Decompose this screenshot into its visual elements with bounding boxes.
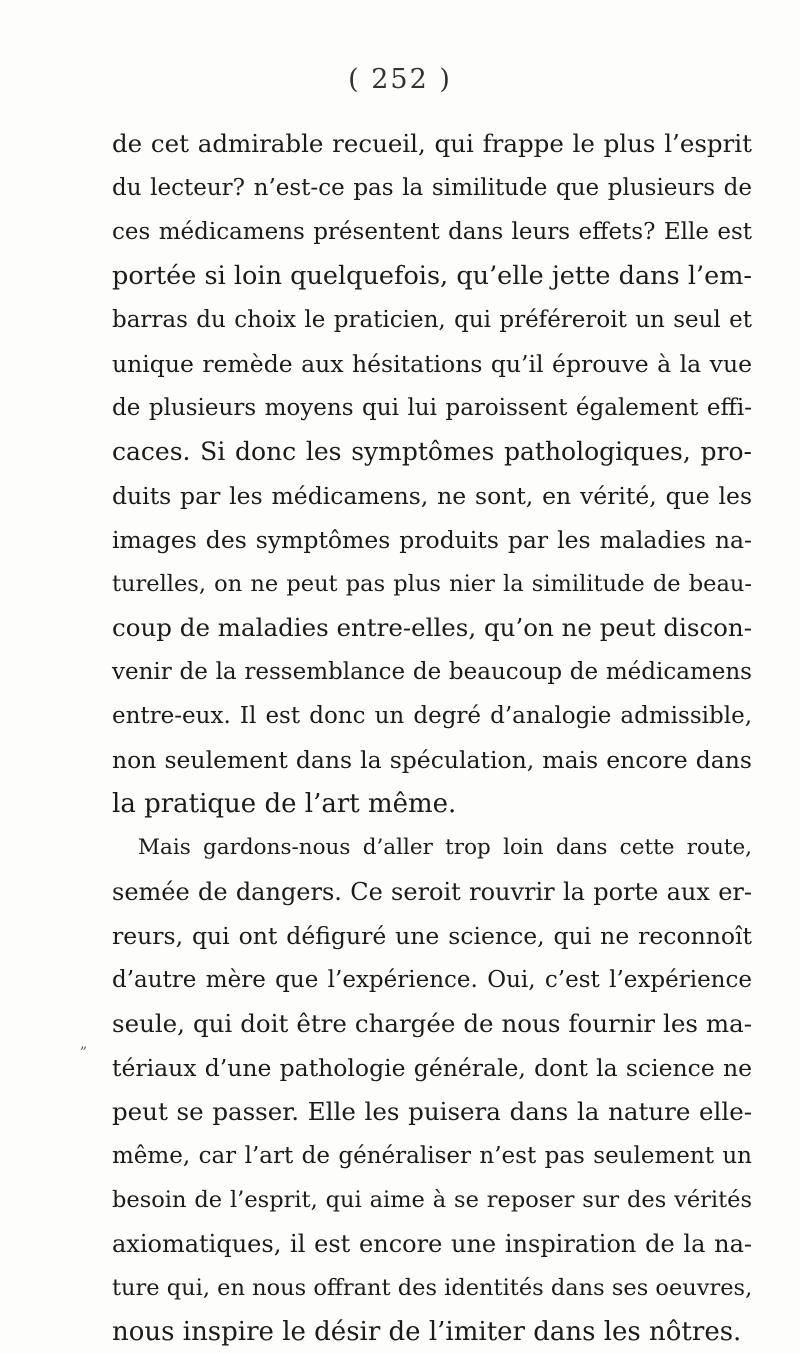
text-line: ture qui, en nous offrant des identités dans ses oeuvres, bbox=[112, 1275, 753, 1301]
text-line: non seulement dans la spéculation, mais encore dans bbox=[112, 746, 752, 774]
text-line: entre-eux. Il est donc un degré d’analogie admissible, bbox=[112, 703, 752, 729]
text-line: besoin de l’esprit, qui aime à se reposer sur des vérités bbox=[112, 1187, 752, 1213]
text-line-paragraph-start: Mais gardons-nous d’aller trop loin dans cette route, bbox=[138, 835, 752, 860]
text-line: portée si loin quelquefois, qu’elle jette dans l’em- bbox=[112, 261, 752, 291]
text-line: duits par les médicamens, ne sont, en vérité, que les bbox=[112, 482, 752, 510]
text-line: venir de la ressemblance de beaucoup de médicamens bbox=[112, 659, 752, 685]
text-line: reurs, qui ont défiguré une science, qui ne reconnoît bbox=[112, 922, 752, 950]
body-text bbox=[112, 122, 752, 1354]
text-line: barras du choix le praticien, qui préféreroit un seul et bbox=[112, 307, 752, 333]
text-line: semée de dangers. Ce seroit rouvrir la porte aux er- bbox=[112, 878, 752, 906]
text-line: images des symptômes produits par les maladies na- bbox=[112, 526, 752, 554]
text-line: unique remède aux hésitations qu’il éprouve à la vue bbox=[112, 350, 752, 378]
text-line: coup de maladies entre-elles, qu’on ne peut discon- bbox=[112, 613, 752, 642]
text-line-paragraph-end: nous inspire le désir de l’imiter dans les nôtres. bbox=[112, 1317, 742, 1347]
text-line: turelles, on ne peut pas plus nier la similitude de beau- bbox=[112, 571, 752, 597]
text-line: axiomatiques, il est encore une inspiration de la na- bbox=[112, 1230, 752, 1258]
text-line: d’autre mère que l’expérience. Oui, c’est l’expérience bbox=[112, 967, 752, 993]
text-line: même, car l’art de généraliser n’est pas seulement un bbox=[112, 1143, 752, 1169]
text-line: ces médicamens présentent dans leurs effets? Elle est bbox=[112, 219, 752, 245]
text-line: peut se passer. Elle les puisera dans la nature elle- bbox=[112, 1097, 752, 1126]
text-line: caces. Si donc les symptômes pathologiques, pro- bbox=[112, 437, 752, 466]
page-number: ( 252 ) bbox=[348, 64, 452, 95]
text-line: tériaux d’une pathologie générale, dont la science ne bbox=[112, 1054, 752, 1082]
margin-mark: „ bbox=[80, 1036, 88, 1052]
text-line: seule, qui doit être chargée de nous fournir les ma- bbox=[112, 1009, 752, 1038]
text-line: de cet admirable recueil, qui frappe le plus l’esprit bbox=[112, 129, 752, 158]
text-line: du lecteur? n’est-ce pas la similitude que plusieurs de bbox=[112, 175, 752, 201]
text-line: de plusieurs moyens qui lui paroissent également effi- bbox=[112, 395, 752, 421]
text-line-paragraph-end: la pratique de l’art même. bbox=[112, 789, 457, 819]
